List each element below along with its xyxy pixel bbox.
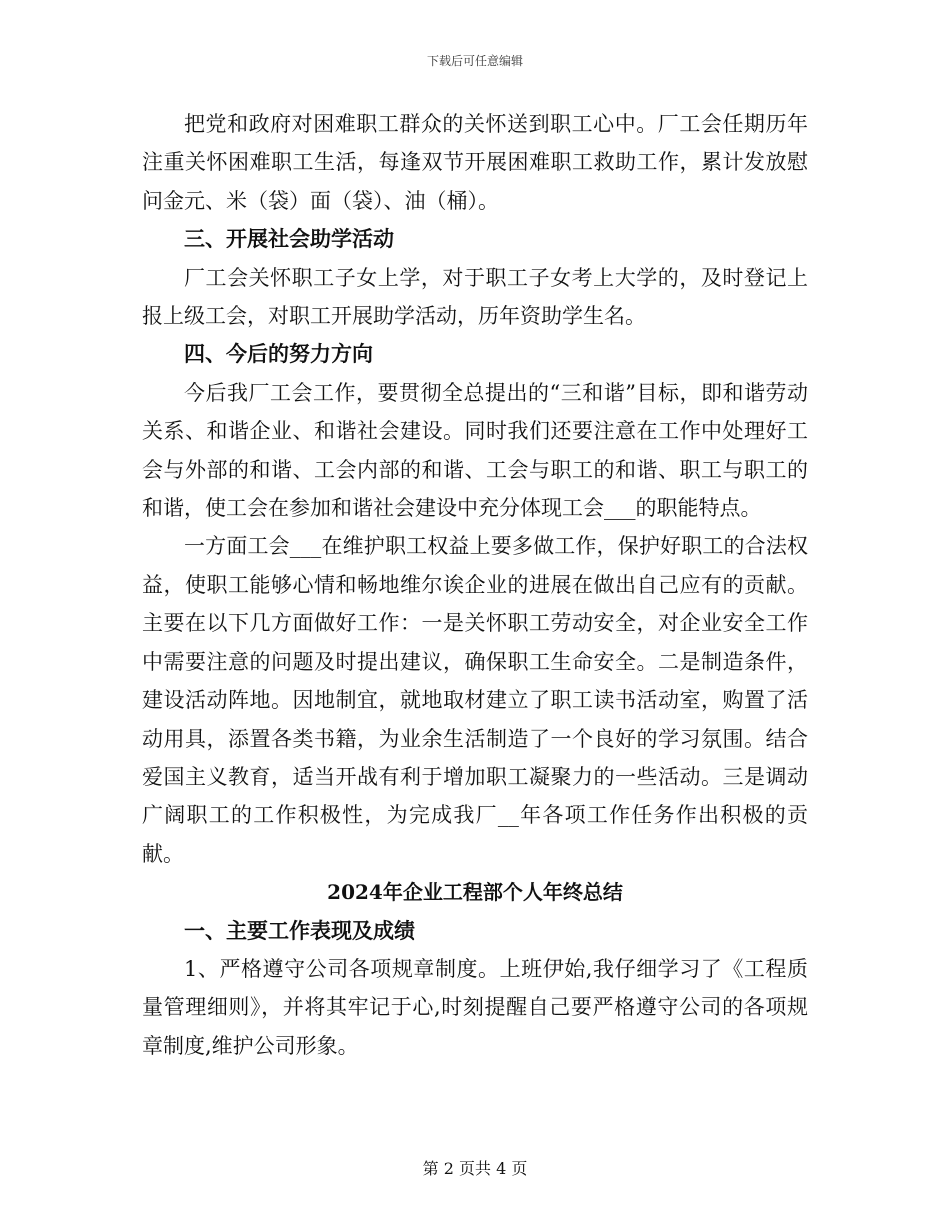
paragraph-three-harmonies: 今后我厂工会工作，要贯彻全总提出的“三和谐”目标，即和谐劳动关系、和谐企业、和谐社会建设。同时我们还要注意在工作中处理好工会与外部的和谐、工会内部的和谐、工会与职工的和谐、职工与职工的和谐，使工会在参加和谐社会建设中充分体现工会___的职能特点。 (142, 380, 808, 521)
document-body (142, 105, 808, 1065)
paragraph-worker-rights: 一方面工会___在维护职工权益上要多做工作，保护好职工的合法权益，使职工能够心情和畅地维尔诶企业的进展在做出自己应有的贡献。主要在以下几方面做好工作：一是关怀职工劳动安全，对企业安全工作中需要注意的问题及时提出建议，确保职工生命安全。二是制造条件，建设活动阵地。因地制宜，就地取材建立了职工读书活动室，购置了活动用具，添置各类书籍，为业余生活制造了一个良好的学习氛围。结合爱国主义教育，适当开战有利于增加职工凝聚力的一些活动。三是调动广阔职工的工作积极性，为完成我厂__年各项工作任务作出积极的贡献。 (142, 534, 808, 866)
paragraph-care-for-workers: 把党和政府对困难职工群众的关怀送到职工心中。厂工会任期历年注重关怀困难职工生活，每逢双节开展困难职工救助工作，累计发放慰问金元、米（袋）面（袋）、油（桶）。 (142, 112, 808, 213)
page-number-footer: 第 2 页共 4 页 (422, 1159, 528, 1178)
heading-main-performance: 一、主要工作表现及成绩 (184, 917, 415, 943)
section-title: 2024年企业工程部个人年终总结 (327, 880, 623, 905)
paragraph-education-aid: 厂工会关怀职工子女上学，对于职工子女考上大学的，及时登记上报上级工会，对职工开展助学活动，历年资助学生名。 (142, 265, 808, 329)
paragraph-follow-rules: 1、严格遵守公司各项规章制度。上班伊始,我仔细学习了《工程质量管理细则》，并将其牢记于心,时刻提醒自己要严格遵守公司的各项规章制度,维护公司形象。 (142, 956, 808, 1058)
heading-social-education-aid: 三、开展社会助学活动 (184, 226, 394, 252)
page-header: 下载后可任意编辑 (426, 54, 523, 68)
heading-future-direction: 四、今后的努力方向 (184, 341, 373, 367)
